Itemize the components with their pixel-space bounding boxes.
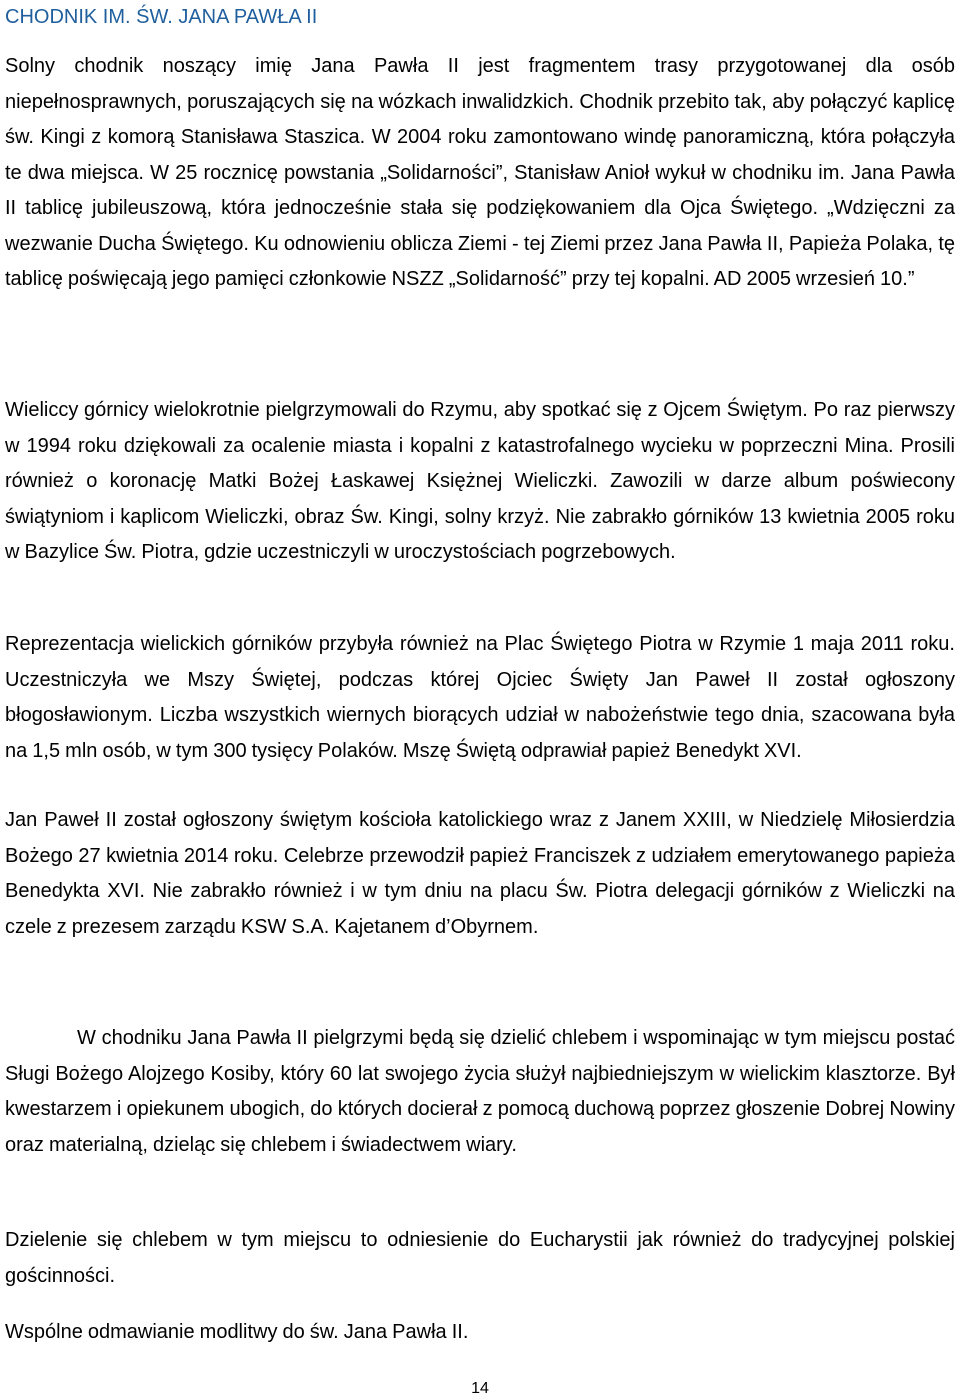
paragraph-prayer: Wspólne odmawianie modlitwy do św. Jana Pawła II.	[5, 1321, 469, 1343]
page-number: 14	[471, 1380, 489, 1397]
paragraph-chodnik-history: Solny chodnik noszący imię Jana Pawła II jest fragmentem trasy przygotowanej dla osób niepełnosprawnych, poruszających się na wózkach inwalidzkich. Chodnik przebito tak, aby połączyć kaplicę św. Kingi z komorą Stanisława Staszica. W 2004 roku zamontowano windę panoramiczną, która połączyła te dwa miejsca. W 25 rocznicę powstania „Solidarności”, Stanisław Anioł wykuł w chodniku im. Jana Pawła II tablicę jubileuszową, która jednocześnie stała się podziękowaniem dla Ojca Świętego. „Wdzięczni za wezwanie Ducha Świętego. Ku odnowieniu oblicza Ziemi - tej Ziemi przez Jana Pawła II, Papieża Polaka, tę tablicę poświęcają jego pamięci członkowie NSZZ „Solidarność” przy tej kopalni. AD 2005 wrzesień 10.”	[5, 55, 955, 290]
paragraph-bread-sharing: W chodniku Jana Pawła II pielgrzymi będą się dzielić chlebem i wspominając w tym miejscu postać Sługi Bożego Alojzego Kosiby, który 60 lat swojego życia służył najbiedniejszym w wielickim klasztorze. Był kwestarzem i opiekunem ubogich, do których docierał z pomocą duchową poprzez głoszenie Dobrej Nowiny oraz materialną, dzieląc się chlebem i świadectwem wiary.	[5, 1027, 955, 1156]
page-title: CHODNIK IM. ŚW. JANA PAWŁA II	[5, 6, 318, 28]
paragraph-beatification: Reprezentacja wielickich górników przybyła również na Plac Świętego Piotra w Rzymie 1 maja 2011 roku. Uczestniczyła we Mszy Świętej, podczas której Ojciec Święty Jan Paweł II został ogłoszony błogosławionym. Liczba wszystkich wiernych biorących udział w nabożeństwie tego dnia, szacowana była na 1,5 mln osób, w tym 300 tysięcy Polaków. Mszę Świętą odprawiał papież Benedykt XVI.	[5, 633, 955, 762]
paragraph-pilgrimages: Wieliccy górnicy wielokrotnie pielgrzymowali do Rzymu, aby spotkać się z Ojcem Świętym. Po raz pierwszy w 1994 roku dziękowali za ocalenie miasta i kopalni z katastrofalnego wycieku w poprzeczni Mina. Prosili również o koronację Matki Bożej Łaskawej Księżnej Wieliczki. Zawozili w darze album poświecony świątyniom i kaplicom Wieliczki, obraz Św. Kingi, solny krzyż. Nie zabrakło górników 13 kwietnia 2005 roku w Bazylice Św. Piotra, gdzie uczestniczyli w uroczystościach pogrzebowych.	[5, 399, 955, 563]
paragraph-eucharist: Dzielenie się chlebem w tym miejscu to odniesienie do Eucharystii jak również do tradycyjnej polskiej gościnności.	[5, 1229, 955, 1287]
paragraph-canonization: Jan Paweł II został ogłoszony świętym kościoła katolickiego wraz z Janem XXIII, w Niedzielę Miłosierdzia Bożego 27 kwietnia 2014 roku. Celebrze przewodził papież Franciszek z udziałem emerytowanego papieża Benedykta XVI. Nie zabrakło również i w tym dniu na placu Św. Piotra delegacji górników z Wieliczki na czele z prezesem zarządu KSW S.A. Kajetanem d’Obyrnem.	[5, 809, 955, 938]
